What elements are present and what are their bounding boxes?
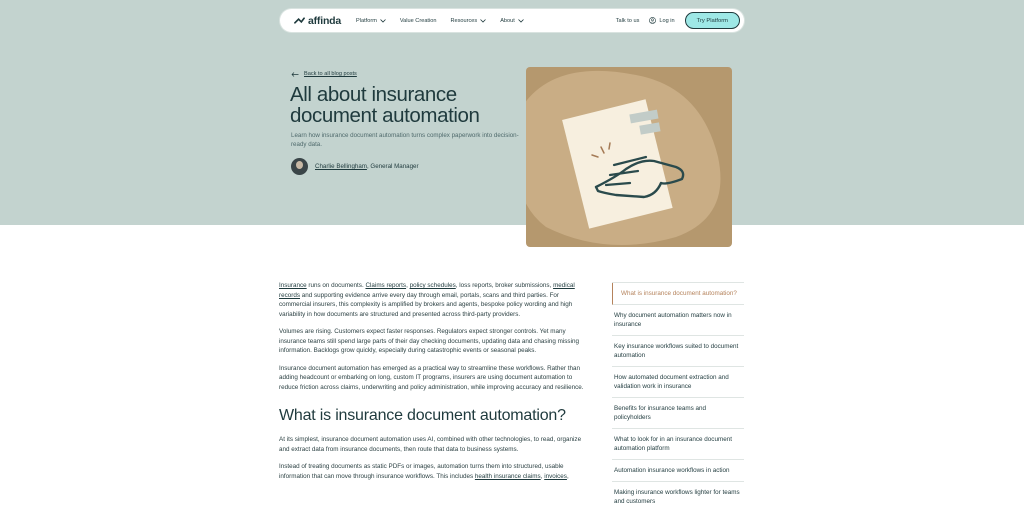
text: runs on documents.: [306, 282, 366, 289]
nav-actions: [616, 12, 740, 29]
toc-item[interactable]: Key insurance workflows suited to document automation: [612, 336, 744, 367]
nav-platform-label: Platform: [356, 17, 377, 24]
table-of-contents: [612, 282, 744, 507]
paragraph-3: Insurance document automation has emerged as a practical way to streamline these workflows. Rather than adding headcount or embarking on long, custom IT programs, insurers are using document automation to reduce friction across claims, underwriting and policy administration, while improving accuracy and resilience.: [279, 364, 584, 391]
link-policy-schedules[interactable]: policy schedules: [409, 282, 456, 289]
toc-item[interactable]: Benefits for insurance teams and policyholders: [612, 398, 744, 429]
nav-platform[interactable]: [356, 18, 386, 24]
login-link[interactable]: [649, 17, 674, 24]
chevron-down-icon: [518, 19, 524, 23]
toc-item[interactable]: Making insurance workflows lighter for teams and customers: [612, 482, 744, 507]
login-label: Log in: [659, 17, 675, 24]
chevron-down-icon: [480, 19, 486, 23]
back-link-label: Back to all blog posts: [304, 71, 357, 77]
text: ,: [566, 472, 569, 480]
talk-to-us-link[interactable]: Talk to us: [615, 17, 640, 24]
toc-item-active[interactable]: What is insurance document automation?: [612, 283, 744, 305]
paragraph-5: [279, 462, 584, 481]
arrow-left-icon: [291, 72, 299, 77]
link-health-insurance-claims[interactable]: health insurance claims: [474, 472, 541, 480]
nav-about[interactable]: [500, 18, 524, 24]
toc-item[interactable]: Automation insurance workflows in action: [612, 460, 744, 482]
affinda-logo[interactable]: [294, 15, 341, 27]
nav-value-creation[interactable]: [400, 18, 437, 24]
nav-links: [356, 18, 524, 24]
author-avatar: [291, 158, 308, 175]
toc-item[interactable]: How automated document extraction and validation work in insurance: [612, 367, 744, 398]
toc-item[interactable]: What to look for in an insurance document automation platform: [612, 429, 744, 460]
hero-illustration: [526, 67, 732, 247]
text: ,: [540, 472, 545, 480]
try-platform-button[interactable]: [685, 12, 740, 29]
link-medical-records[interactable]: medical records: [279, 282, 575, 299]
toc-item[interactable]: Why document automation matters now in insurance: [612, 305, 744, 336]
paragraph-1: [279, 281, 584, 319]
link-insurance[interactable]: Insurance: [279, 282, 307, 289]
page-subtitle: Learn how insurance document automation turns complex paperwork into decision-ready data.: [291, 132, 519, 148]
section-heading: What is insurance document automation?: [279, 407, 566, 424]
paragraph-2: Volumes are rising. Customers expect faster responses. Regulators expect stronger controls. Yet many insurance teams still spend large parts of their day checking documents, updating data and chasing missing information. Backlogs grow quickly, especially during catastrophic events or seasonal peaks.: [279, 328, 579, 354]
text: and supporting evidence arrive every day through email, portals, scans and third parties. For commercial insurers, this complexity is amplified by brokers and agents, bespoke policy wording and high variability in how documents are structured and presented across third-party providers.: [279, 291, 573, 318]
nav-value-creation-label: Value Creation: [399, 17, 437, 24]
paragraph-4: At its simplest, insurance document automation uses AI, combined with other technologies, to read, organize and extract data from insurance documents, then route that data to business systems.: [279, 436, 582, 453]
text: , loss reports, broker submissions,: [455, 282, 554, 289]
link-claims-reports[interactable]: Claims reports: [365, 282, 407, 289]
author-role: , General Manager: [366, 163, 419, 170]
top-navbar: [280, 9, 744, 32]
document-hand-illustration: [526, 67, 732, 247]
user-icon: [649, 17, 656, 24]
nav-about-label: About: [500, 17, 515, 24]
nav-resources-label: Resources: [450, 17, 478, 24]
link-invoices[interactable]: invoices: [544, 472, 567, 480]
author-name-link[interactable]: Charlie Bellingham: [315, 163, 367, 170]
logo-mark-icon: [294, 17, 305, 25]
author-text: [315, 163, 419, 170]
logo-text: affinda: [308, 14, 342, 27]
text: Instead of treating documents as static PDFs or images, automation turns them into structured, usable information that can move through insurance workflows. This includes: [279, 463, 564, 480]
article-body: [279, 281, 584, 489]
nav-resources[interactable]: [450, 18, 486, 24]
try-platform-label: Try Platform: [696, 17, 728, 24]
author-byline: [291, 158, 419, 175]
back-to-blog-link[interactable]: [291, 71, 357, 77]
page-title: All about insurance document automation: [290, 83, 480, 127]
text: ,: [406, 282, 410, 289]
chevron-down-icon: [380, 19, 386, 23]
